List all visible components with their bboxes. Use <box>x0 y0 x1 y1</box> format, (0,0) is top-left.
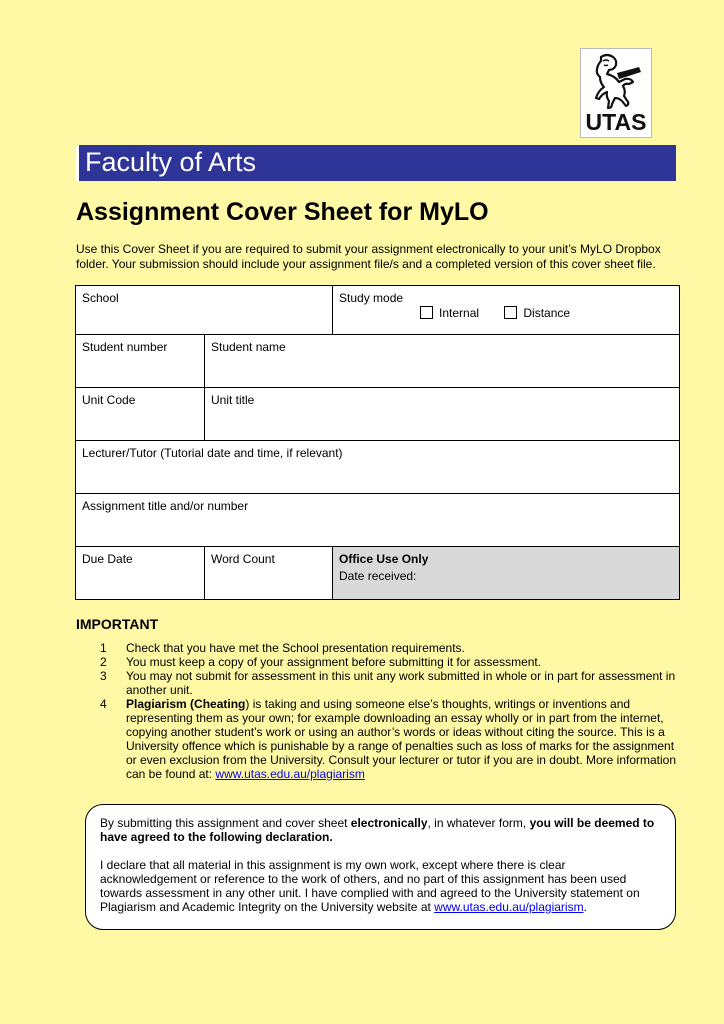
list-text: Check that you have met the School presentation requirements. <box>126 641 465 655</box>
assignment-title-label: Assignment title and/or number <box>82 499 249 513</box>
intro-text: Use this Cover Sheet if you are required to submit your assignment electronically to your unit’s MyLO Dropbox folder. Your submission should include your assignment file/s and a completed version of this cover sheet file. <box>76 242 661 271</box>
list-item <box>76 669 680 697</box>
internal-label: Internal <box>439 306 480 320</box>
important-heading: IMPORTANT <box>76 616 159 632</box>
declaration-period: . <box>583 900 587 914</box>
plagiarism-link[interactable]: www.utas.edu.au/plagiarism <box>215 767 365 781</box>
declaration-emphasis: you will be deemed to have agreed to the following declaration. <box>100 816 655 844</box>
list-item <box>76 697 680 781</box>
important-list <box>76 641 680 781</box>
utas-lion-emblem-icon <box>587 51 647 111</box>
student-number-label: Student number <box>82 340 168 354</box>
internal-checkbox[interactable] <box>420 306 433 319</box>
declaration-intro-text: , in whatever form, <box>427 816 530 830</box>
study-mode-field <box>333 286 680 335</box>
office-use-field <box>333 547 680 600</box>
list-text <box>126 697 680 781</box>
list-number: 2 <box>100 655 107 669</box>
faculty-banner <box>76 145 676 181</box>
cover-sheet-form <box>75 285 680 600</box>
unit-title-field[interactable] <box>205 388 680 441</box>
list-number: 1 <box>100 641 107 655</box>
faculty-name: Faculty of Arts <box>85 147 257 177</box>
utas-wordmark: UTAS <box>585 109 647 135</box>
office-use-label: Office Use Only <box>339 552 429 566</box>
utas-logo <box>580 48 652 138</box>
distance-label: Distance <box>523 306 571 320</box>
distance-checkbox[interactable] <box>504 306 517 319</box>
lecturer-label: Lecturer/Tutor (Tutorial date and time, if relevant) <box>82 446 343 460</box>
list-text: You must keep a copy of your assignment before submitting it for assessment. <box>126 655 542 669</box>
date-received-label: Date received: <box>339 569 417 583</box>
school-field[interactable] <box>76 286 333 335</box>
list-text: You may not submit for assessment in this unit any work submitted in whole or in part for assessment in another unit. <box>126 669 676 697</box>
declaration-intro-text: By submitting this assignment and cover sheet <box>100 816 351 830</box>
declaration-intro <box>100 816 661 844</box>
due-date-label: Due Date <box>82 552 133 566</box>
page-title: Assignment Cover Sheet for MyLO <box>76 198 489 226</box>
declaration-statement <box>100 858 661 914</box>
list-item <box>76 655 680 669</box>
internal-option[interactable] <box>420 306 479 320</box>
student-name-field[interactable] <box>205 335 680 388</box>
declaration-statement-text: I declare that all material in this assignment is my own work, except where there is clear acknowledgement or reference to the work of others, and no part of this assignment has been used towards assessment in any other unit. I have complied with and agreed to the University statement on Plagiarism and Academic Integrity on the University website at <box>100 858 640 914</box>
assignment-title-field[interactable] <box>76 494 680 547</box>
list-item <box>76 641 680 655</box>
declaration-plagiarism-link[interactable]: www.utas.edu.au/plagiarism <box>434 900 584 914</box>
student-name-label: Student name <box>211 340 286 354</box>
list-number: 4 <box>100 697 107 711</box>
word-count-field[interactable] <box>205 547 333 600</box>
list-number: 3 <box>100 669 107 683</box>
declaration-box <box>85 804 676 930</box>
word-count-label: Word Count <box>211 552 275 566</box>
study-mode-label: Study mode <box>339 291 404 305</box>
declaration-emphasis: electronically <box>350 816 428 830</box>
school-label: School <box>82 291 119 305</box>
plagiarism-definition: ) is taking and using someone else’s thoughts, writings or inventions and representing them as your own; for example downloading an essay wholly or in part from the internet, copying another student’s work or using an author’s words or ideas without citing the source. This is a University offence which is punishable by a range of penalties such as loss of marks for the assignment or even exclusion from the University. Consult your lecturer or tutor if you are in doubt. More information can be found at: <box>126 697 677 781</box>
plagiarism-term: Plagiarism (Cheating <box>126 697 246 711</box>
unit-title-label: Unit title <box>211 393 255 407</box>
lecturer-field[interactable] <box>76 441 680 494</box>
due-date-field[interactable] <box>76 547 205 600</box>
distance-option[interactable] <box>504 306 570 320</box>
unit-code-field[interactable] <box>76 388 205 441</box>
unit-code-label: Unit Code <box>82 393 136 407</box>
student-number-field[interactable] <box>76 335 205 388</box>
